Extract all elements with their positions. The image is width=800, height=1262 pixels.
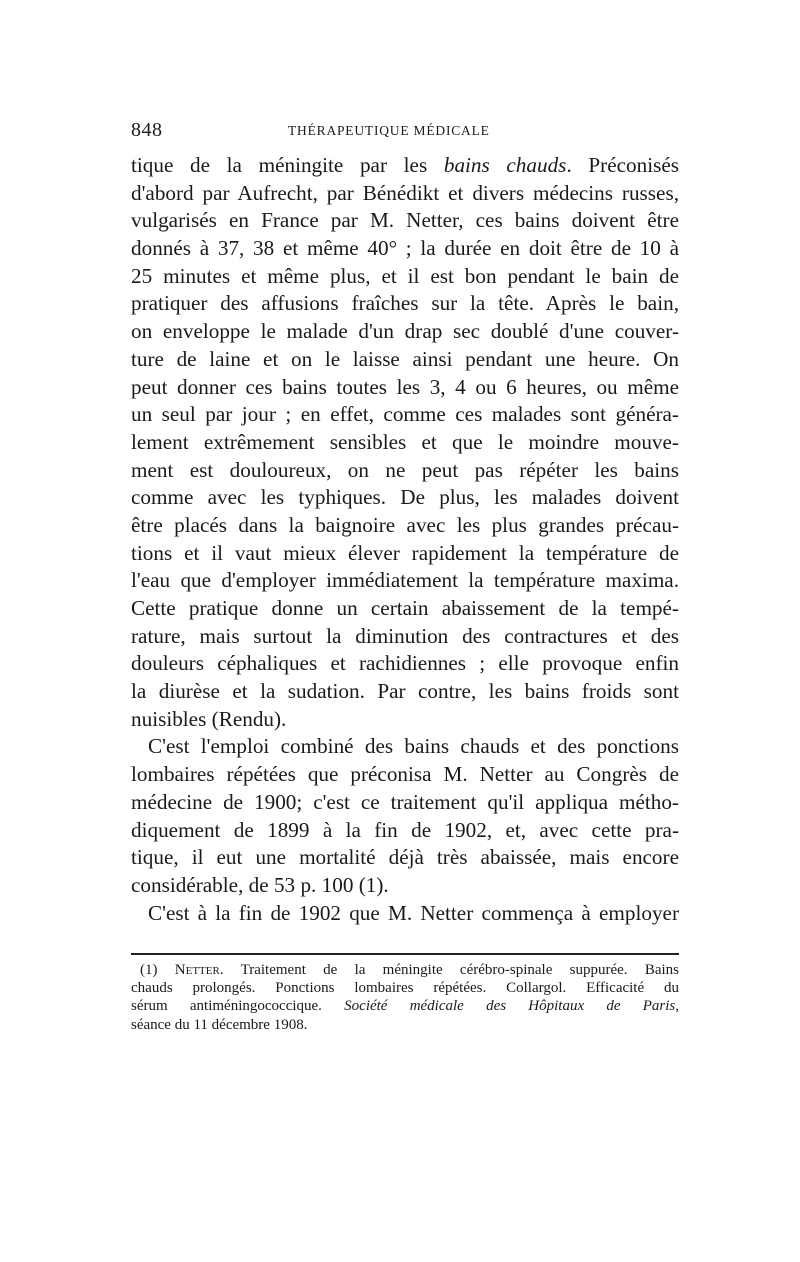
text-span: tique de la méningite par les xyxy=(131,153,444,177)
paragraph xyxy=(131,733,679,899)
italic-phrase: bains chauds xyxy=(443,153,567,177)
footnote-rule xyxy=(131,953,679,955)
text-line: pratiquer des affusions fraîches sur la tête. Après le bain, xyxy=(131,291,679,316)
paragraph xyxy=(131,900,679,928)
text-line: rature, mais surtout la diminution des contractures et des xyxy=(131,623,679,648)
text-line: lombaires répétées que préconisa M. Netter au Congrès de xyxy=(131,762,679,787)
text-line: douleurs céphaliques et rachidiennes ; elle provoque enfin xyxy=(131,651,679,676)
text-line: peut donner ces bains toutes les 3, 4 ou 6 heures, ou même xyxy=(131,374,679,399)
footnote-line: séance du 11 décembre 1908. xyxy=(131,1016,308,1033)
footnote-author: Netter xyxy=(174,962,220,978)
text-span: . Traitement de la méningite cérébro-spinale suppurée. Bains xyxy=(219,962,680,978)
page-header xyxy=(131,119,679,143)
text-line: un seul par jour ; en effet, comme ces malades sont généra- xyxy=(131,402,679,427)
text-span: . Préconisés xyxy=(566,153,679,177)
text-span: sérum antiméningococcique. xyxy=(131,998,345,1015)
text-line: nuisibles (Rendu). xyxy=(131,706,287,731)
text-line: on enveloppe le malade d'un drap sec doublé d'une couver- xyxy=(131,319,679,344)
text-line: 25 minutes et même plus, et il est bon pendant le bain de xyxy=(131,263,679,288)
text-line: la diurèse et la sudation. Par contre, les bains froids sont xyxy=(131,679,679,704)
text-line: tions et il vaut mieux élever rapidement la température de xyxy=(131,540,679,565)
text-line: médecine de 1900; c'est ce traitement qu'il appliqua métho- xyxy=(131,789,679,814)
footnote-line xyxy=(131,997,679,1015)
text-line: Cette pratique donne un certain abaissement de la tempé- xyxy=(131,596,679,620)
text-span: , xyxy=(675,998,679,1015)
body-text xyxy=(131,152,679,927)
paragraph xyxy=(131,152,679,733)
text-line xyxy=(131,152,679,180)
text-line: tique, il eut une mortalité déjà très abaissée, mais encore xyxy=(131,845,679,870)
text-line: ture de laine et on le laisse ainsi pendant une heure. On xyxy=(131,346,679,371)
running-title: THÉRAPEUTIQUE MÉDICALE xyxy=(288,123,490,138)
text-line: lement extrêmement sensibles et que le moindre mouve- xyxy=(131,429,679,454)
footnote-marker: (1) xyxy=(140,962,175,978)
text-line: être placés dans la baignoire avec les plus grandes précau- xyxy=(131,512,679,537)
text-line: C'est l'emploi combiné des bains chauds et des ponctions xyxy=(148,734,679,759)
page-number: 848 xyxy=(131,119,163,141)
italic-phrase: Société médicale des Hôpitaux de Paris xyxy=(344,998,676,1015)
text-line: ment est douloureux, on ne peut pas répéter les bains xyxy=(131,457,679,482)
footnote-line xyxy=(131,961,679,979)
text-line: diquement de 1899 à la fin de 1902, et, avec cette pra- xyxy=(131,817,679,842)
text-line: considérable, de 53 p. 100 (1). xyxy=(131,872,389,897)
text-line: C'est à la fin de 1902 que M. Netter commença à employer xyxy=(148,900,679,925)
text-line: comme avec les typhiques. De plus, les malades doivent xyxy=(131,485,679,510)
text-line: vulgarisés en France par M. Netter, ces bains doivent être xyxy=(131,208,679,233)
text-line: l'eau que d'employer immédiatement la température maxima. xyxy=(131,568,679,593)
footnote xyxy=(131,961,679,1034)
footnote-line: chauds prolongés. Ponctions lombaires répétées. Collargol. Efficacité du xyxy=(131,980,679,997)
text-line: donnés à 37, 38 et même 40° ; la durée en doit être de 10 à xyxy=(131,236,679,261)
text-line: d'abord par Aufrecht, par Bénédikt et divers médecins russes, xyxy=(131,180,679,205)
